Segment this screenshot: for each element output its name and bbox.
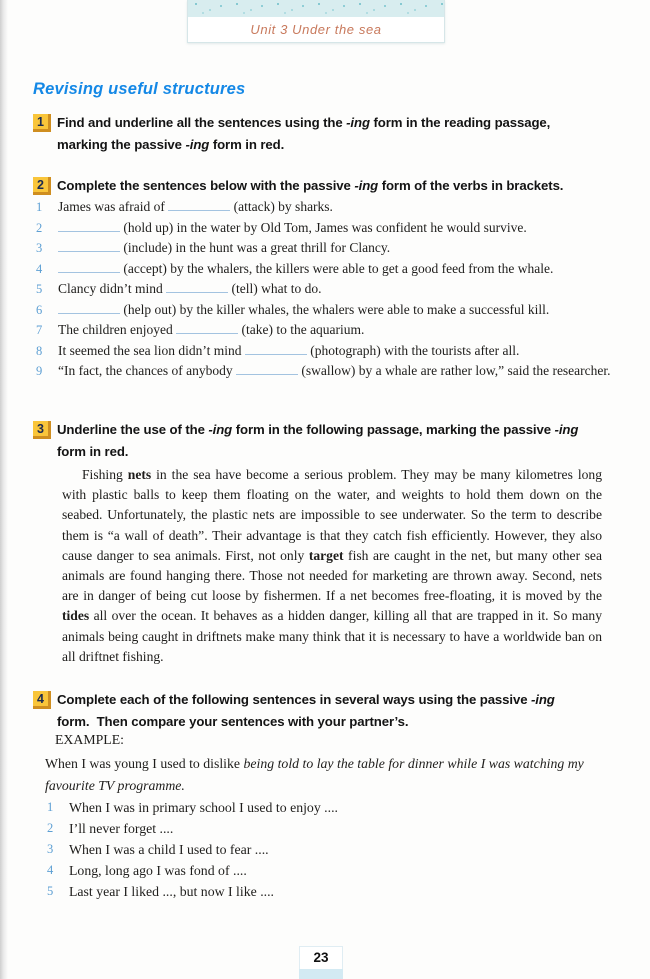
title-segment: form in red. — [209, 136, 285, 152]
exercise2-item — [36, 320, 632, 341]
exercise3-title — [57, 419, 578, 463]
exercise4-item — [47, 797, 623, 818]
example-italic-text: being told to lay the table for dinner while I was watching my favourite TV programme. — [45, 756, 584, 793]
exercise4-title — [57, 689, 555, 733]
title-ing-segment: -ing — [208, 422, 233, 437]
exercise4-item — [47, 860, 623, 881]
title-segment: Complete each of the following sentences in several ways using the passive — [57, 692, 531, 707]
item-text: (accept) by the whalers, the killers were able to get a good feed from the whale. — [58, 259, 632, 280]
exercise4-number-badge: 4 — [33, 691, 51, 709]
exercise4-items — [47, 797, 623, 902]
answer-blank — [58, 220, 120, 232]
exercise2-item — [36, 279, 632, 300]
answer-blank — [245, 343, 307, 355]
exercise4-title-line2 — [57, 711, 555, 733]
answer-blank — [58, 302, 120, 314]
item-number: 1 — [36, 200, 43, 214]
item-number: 6 — [36, 302, 43, 317]
item-text: When I was in primary school I used to enjoy .... — [69, 800, 338, 815]
exercise3-title-line1 — [57, 419, 578, 441]
item-text: (hold up) in the water by Old Tom, James was confident he would survive. — [58, 218, 632, 239]
item-number: 7 — [36, 323, 43, 337]
title-segment: Underline the use of the — [57, 422, 209, 437]
example-label: EXAMPLE: — [55, 732, 124, 747]
unit-banner — [187, 0, 445, 43]
unit-title: Unit 3 Under the sea — [250, 22, 382, 37]
exercise2-item — [36, 259, 632, 280]
item-number: 3 — [36, 241, 43, 255]
title-segment: form. Then compare your sentences with your partner’s. — [57, 713, 409, 729]
item-text: I’ll never forget .... — [69, 821, 174, 836]
exercise1-section — [33, 112, 550, 156]
exercise1-title — [57, 112, 550, 156]
exercise4-item — [47, 881, 623, 902]
item-number: 4 — [47, 863, 54, 877]
item-text: When I was a child I used to fear .... — [69, 842, 269, 857]
answer-blank — [166, 281, 228, 293]
title-segment: form of the verbs in brackets. — [378, 178, 564, 193]
exercise2-title — [57, 175, 563, 197]
title-ing-segment: -ing — [185, 136, 210, 152]
exercise2-title-line1 — [57, 175, 563, 197]
item-number: 5 — [36, 282, 43, 296]
reading-passage: Fishing nets in the sea have become a serious problem. They may be many kilometres long with plastic balls to keep them floating on the water, and weights to hold them down on the seabed. Unfortunately, the plastic nets are impossible to see underwater. So the term to describe them is “a wall of death”. Their advantage is that they catch fish efficiently. However, they also cause danger to sea animals. First, not only target fish are caught in the net, but many other sea animals are found hanging there. Those not needed for marketing are thrown away. Second, nets are in danger of being cut loose by fishermen. If a net becomes free-floating, it is moved by the tides all over the ocean. It behaves as a hidden danger, killing all that are trapped in it. So many animals being caught in driftnets make many think that it is necessary to have a worldwide ban on all driftnet fishing. — [62, 467, 602, 664]
title-segment: Find and underline all the sentences using the — [57, 115, 347, 130]
item-number: 1 — [47, 800, 54, 814]
exercise1-title-line1 — [57, 112, 550, 134]
title-ing-segment: -ing — [354, 178, 379, 193]
item-number: 3 — [47, 842, 54, 856]
exercise2-item — [36, 197, 632, 218]
bold-key-word: nets — [127, 467, 152, 482]
item-number: 4 — [36, 261, 43, 276]
title-ing-segment: -ing — [346, 115, 370, 130]
title-ing-segment: -ing — [531, 692, 555, 707]
title-ing-segment: -ing — [554, 422, 579, 437]
item-text: Last year I liked ..., but now I like .... — [69, 884, 274, 899]
item-text: “In fact, the chances of anybody (swallow) by a whale are rather low,” said the researcher. — [58, 363, 611, 378]
exercise1-number-badge: 1 — [33, 114, 51, 132]
title-segment: form in red. — [57, 443, 129, 459]
exercise2-item — [36, 300, 632, 321]
example-plain-text: When I was young I used to dislike — [45, 756, 244, 771]
exercise2-number-badge: 2 — [33, 177, 51, 195]
item-text: Clancy didn’t mind (tell) what to do. — [58, 281, 322, 296]
example-sentence — [45, 753, 619, 797]
bold-key-word: target — [308, 547, 344, 563]
item-number: 5 — [47, 884, 54, 898]
exercise1-title-line2 — [57, 134, 550, 156]
item-number: 9 — [36, 364, 43, 378]
item-number: 2 — [36, 220, 43, 235]
item-number: 8 — [36, 343, 43, 358]
item-text: The children enjoyed (take) to the aquarium. — [58, 322, 365, 337]
page-number: 23 — [299, 946, 343, 969]
answer-blank — [58, 261, 120, 273]
exercise3-section — [33, 419, 578, 463]
exercise4-item — [47, 818, 623, 839]
title-segment: form in the following passage, marking the passive — [232, 422, 555, 437]
exercise4-item — [47, 839, 623, 860]
title-segment: form in the reading passage, — [369, 115, 551, 130]
exercise3-title-line2 — [57, 441, 578, 463]
exercise4-title-line1 — [57, 689, 555, 711]
exercise2-section — [33, 175, 563, 197]
answer-blank — [176, 322, 238, 334]
page-footer — [299, 946, 343, 979]
item-text: (help out) by the killer whales, the whalers were able to make a successful kill. — [58, 300, 632, 321]
item-text: (include) in the hunt was a great thrill for Clancy. — [58, 238, 632, 259]
exercise2-items — [36, 197, 632, 382]
item-text: Long, long ago I was fond of .... — [69, 863, 247, 878]
exercise2-item — [36, 238, 632, 259]
bold-key-word: tides — [62, 608, 90, 624]
answer-blank — [236, 363, 298, 375]
section-heading: Revising useful structures — [33, 80, 246, 98]
sea-texture-image — [188, 0, 444, 17]
item-text: It seemed the sea lion didn’t mind (photograph) with the tourists after all. — [58, 342, 520, 358]
exercise2-item — [36, 341, 632, 362]
title-segment: Complete the sentences below with the passive — [57, 178, 355, 193]
item-number: 2 — [47, 821, 54, 835]
item-text: James was afraid of (attack) by sharks. — [58, 199, 333, 214]
exercise3-number-badge: 3 — [33, 421, 51, 439]
page-edge-shadow — [0, 0, 8, 979]
title-segment: marking the passive — [57, 136, 186, 152]
exercise4-section — [33, 689, 555, 733]
answer-blank — [58, 240, 120, 252]
footer-bar — [299, 969, 343, 979]
exercise2-item — [36, 218, 632, 239]
answer-blank — [168, 199, 230, 211]
exercise2-item — [36, 361, 632, 382]
